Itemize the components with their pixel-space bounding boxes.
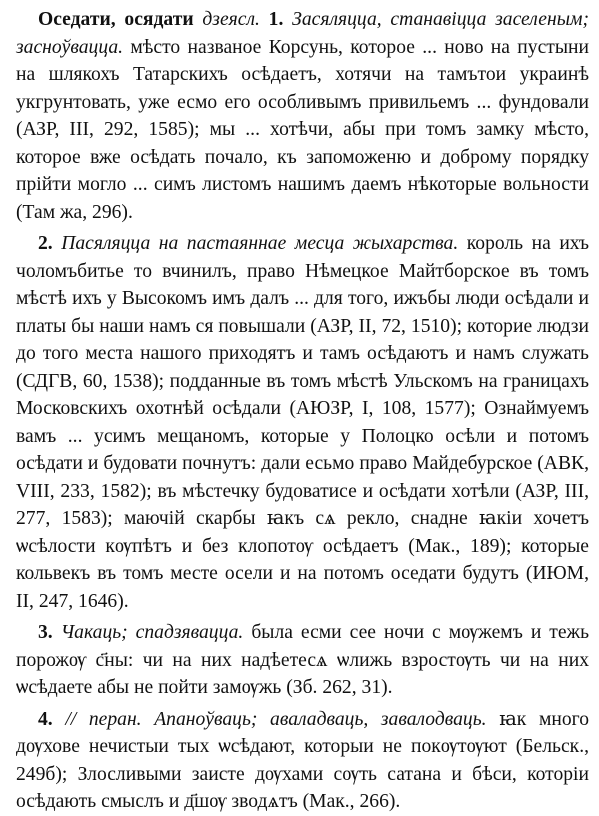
sense-number: 1. bbox=[268, 9, 284, 30]
part-of-speech: дзеясл. bbox=[202, 9, 260, 30]
sense-citations: мѣсто названое Корсунь, которое ... ново на пустыни на шлякохъ Татарскихъ осѣдаетъ, хотячи на тамътои украинѣ укгрунтовать, уже есмо его особливымъ привильемъ ... фундовали (АЗР, III, 292, 1585); мы ... хотѣчи, абы при томъ замку мѣсто, которое вже осѣдать почало, къ запоможеню и доброму порядку прійти могло ... симъ листомъ нашимъ даемъ нѣкоторые вольности (Там жа, 296). bbox=[16, 36, 589, 223]
headword: Оседати, осядати bbox=[38, 9, 194, 30]
sense-citations: была есми сее ночи с мѹжемъ и тежь порожѹ с҃ны: чи на них надѣетесѧ ѡлижь взростѹть чи на них ѡсѣдаете абы не пойти замѹжь (Зб. 262, 31). bbox=[16, 622, 590, 698]
sense-definition: Пасяляцца на пастаяннае месца жыхарства. bbox=[61, 233, 459, 254]
sense-3 bbox=[16, 619, 589, 702]
sense-number: 4. bbox=[38, 708, 53, 730]
sense-definition: // перан. Апаноўваць; аваладваць, завалодваць. bbox=[65, 708, 487, 730]
sense-number: 3. bbox=[38, 622, 53, 643]
sense-definition: Засяляцца, станавіцца заселеным; засноўвацца. bbox=[16, 9, 589, 58]
sense-definition: Чакаць; спадзявацца. bbox=[60, 622, 244, 643]
sense-citations: король на ихъ чоломъбитье то вчинилъ, право Нѣмецкое Майтборское въ томъ мѣстѣ ихъ у Высокомъ имъ далъ ... для того, ижъбы люди осѣдали и платы бы наши намъ ся повышали (АЗР, II, 72, 1510); которие людзи до того места нашого приходятъ и тамъ осѣдаютъ и намъ служать (СДГВ, 60, 1538); подданные въ томъ мѣстѣ Ульскомъ на границахъ Московскихъ охотнѣй осѣдали (АЮЗР, I, 108, 1577); Ознаймуемъ вамъ ... усимъ мещаномъ, которые у Полоцко осѣли и потомъ осѣдати и будовати почнутъ: дали есьмо право Майдебурское (АВК, VIII, 233, 1582); въ мѣстечку будоватисе и осѣдати хотѣли (АЗР, III, 277, 1583); маючій скарбы ꙗкъ сѧ рекло, снадне ꙗкіи хочетъ ѡсѣлости кѹпѣтъ и без клопотѹ осѣдаетъ (Мак., 189); которые кольвекъ въ томъ месте осели и на потомъ оседати будутъ (ИЮМ, II, 247, 1646). bbox=[16, 233, 589, 612]
dictionary-entry bbox=[16, 6, 589, 816]
sense-citations: ꙗк много дѹхове нечистыи тых ѡсѣдают, которыи не покѹтѹют (Бельск., 249б); Злосливыми заисте дѹхами сѹть сатана и бѣси, которіи осѣдають смыслъ и д҃шѹ зводѧтъ (Мак., 266). bbox=[16, 708, 589, 812]
sense-1 bbox=[16, 6, 589, 226]
sense-number: 2. bbox=[38, 233, 53, 254]
sense-4 bbox=[16, 706, 589, 816]
sense-2 bbox=[16, 230, 589, 615]
